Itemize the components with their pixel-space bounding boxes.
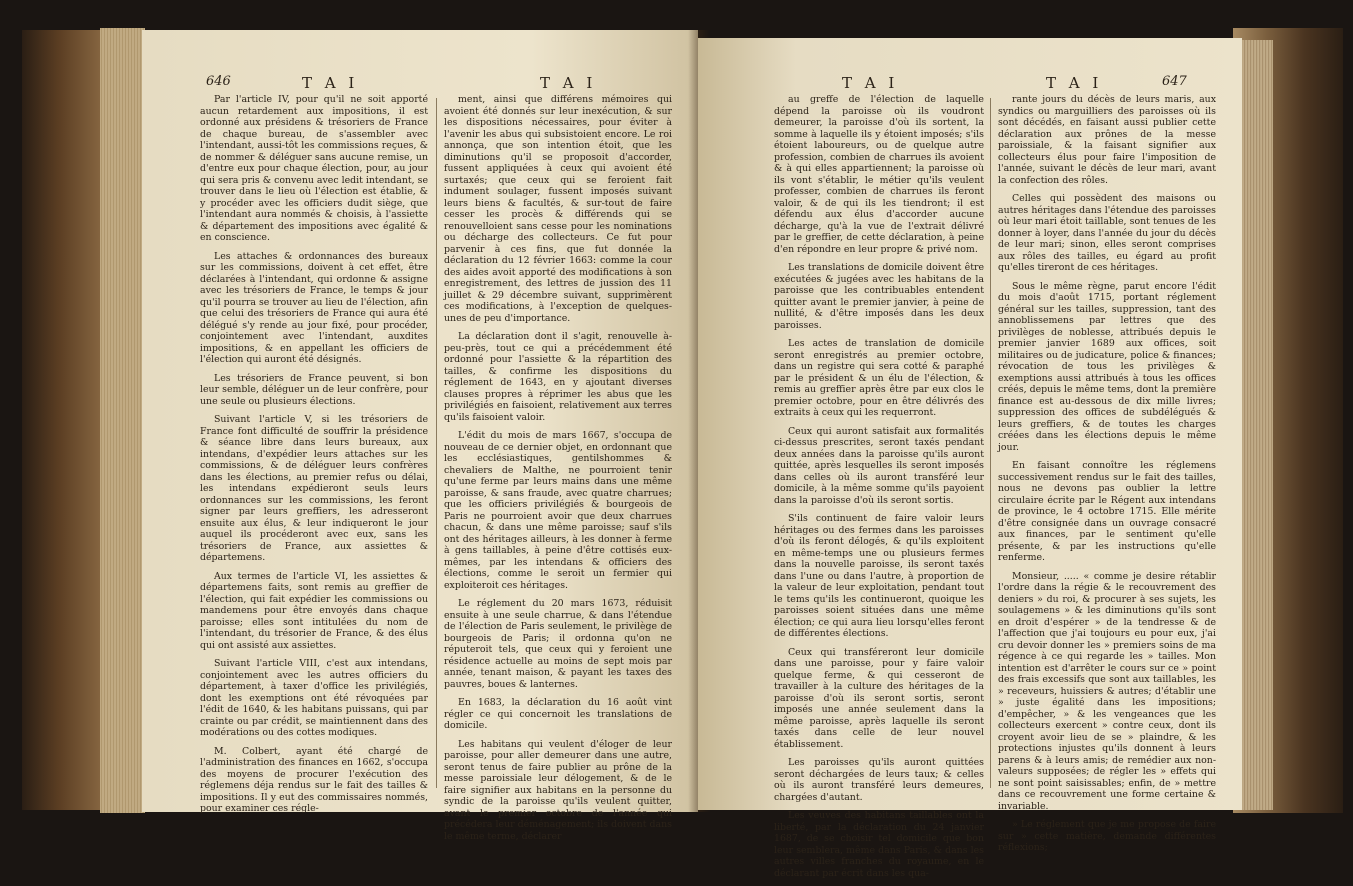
paragraph: Le réglement du 20 mars 1673, réduisit ensuite à une seule charrue, & dans l'étendue de l'élection de Paris seulement, le privilège de bourgeois de Paris; il ordonna qu'on ne réputeroit tels, que ceux qui y feroient une résidence actuelle au moins de sept mois par année, tenant maison, & payant les taxes des pauvres, boues & lanternes. bbox=[444, 598, 672, 690]
paragraph: Les habitans qui veulent d'éloger de leur paroisse, pour aller demeurer dans une autre, seront tenus de faire publier au prône de la messe paroissiale leur délogement, & de le faire signifier aux habitans en la personne du syndic de la paroisse qu'ils veulent quitter, avant le premier octobre de l'année qui précédera leur déménagement; ils doivent dans le même terme, déclarer bbox=[444, 738, 672, 842]
right-page-header bbox=[698, 74, 1242, 94]
paragraph: L'édit du mois de mars 1667, s'occupa de nouveau de ce dernier objet, en ordonnant que les ecclésiastiques, gentilshommes & chevaliers de Malthe, ne pourroient tenir qu'une ferme par leurs mains dans une même paroisse, & sans fraude, avec quatre charrues; que les officiers privilégiés & bourgeois de Paris ne pourroient avoir que deux charrues chacun, & dans une même paroisse; sauf s'ils ont des héritages ailleurs, à les donner à ferme à gens taillables, à peine d'être cottisés eux-mêmes, par les intendans & officiers des élections, comme le seroit un fermier qui exploiteroit ces héritages. bbox=[444, 430, 672, 591]
right-page-column-1 bbox=[774, 94, 984, 886]
paragraph: M. Colbert, ayant été chargé de l'administration des finances en 1662, s'occupa des moyens de procurer l'exécution des réglemens déja rendus sur le fait des tailles & impositions. Il y eut des commissaires nommés, pour examiner ces régle- bbox=[200, 745, 428, 814]
paragraph: En 1683, la déclaration du 16 août vint régler ce qui concernoit les translations de domicile. bbox=[444, 697, 672, 731]
paragraph: Ceux qui transféreront leur domicile dans une paroisse, pour y faire valoir quelque ferme, & qui cesseront de travailler à la culture des héritages de la paroisse d'où ils seront sortis, seront imposés une année seulement dans la même paroisse, après laquelle ils seront taxés dans celle de leur nouvel établissement. bbox=[774, 646, 984, 750]
paragraph: Par l'article IV, pour qu'il ne soit apporté aucun retardement aux impositions, il est ordonné aux présidens & trésoriers de France de chaque bureau, de s'assembler avec l'intendant, aussi-tôt les commissions reçues, & de nommer & déléguer sans aucune remise, un d'entre eux pour chaque élection, pour, au jour qui sera pris & convenu avec ledit intendant, se trouver dans le lieu où l'élection est établie, & y procéder avec les officiers dudit siège, que l'intendant aura nommés & choisis, à l'assiette & département des impositions avec égalité & en conscience. bbox=[200, 94, 428, 243]
paragraph: Suivant l'article VIII, c'est aux intendans, conjointement avec les autres officiers du département, à taxer d'office les privilégiés, dont les exemptions ont été révoquées par l'édit de 1640, & les habitans puissans, qui par crainte ou par crédit, se maintiennent dans des modérations ou des cottes modiques. bbox=[200, 658, 428, 738]
left-page-edges bbox=[100, 28, 145, 813]
running-head: T A I bbox=[540, 74, 597, 92]
right-page-column-2 bbox=[998, 94, 1216, 861]
paragraph: Suivant l'article V, si les trésoriers de France font difficulté de souffrir la présidence & séance libre dans leurs bureaux, aux intendans, d'expédier leurs attaches sur les commissions, & de déléguer leurs confrères dans les élections, au premier refus ou délai, les intendans expédieront seuls leurs ordonnances sur les commissions, les feront signer par leurs greffiers, les adresseront ensuite aux élus, & leur indiqueront le jour auquel ils procéderont avec eux, sans les trésoriers de France, aux assiettes & départemens. bbox=[200, 414, 428, 563]
right-page bbox=[698, 38, 1242, 879]
paragraph: ment, ainsi que différens mémoires qui avoient été donnés sur leur inexécution, & sur les dispositions nécessaires, pour éviter à l'avenir les abus qui subsistoient encore. Le roi annonça, que son intention étoit, que les diminutions qu'il se proposoit d'accorder, fussent appliquées à ceux qui avoient été surtaxés; que ceux qui se feroient fait indument soulager, fussent imposés suivant leurs biens & facultés, & sur-tout de faire cesser les procès & différends qui se renouvelloient sans cesse pour les nominations ou décharge des collecteurs. Ce fut pour parvenir à ces fins, que fut donnée la déclaration du 12 février 1663: comme la cour des aides avoit apporté des modifications à son enregistrement, des lettres de jussion des 11 juillet & 29 décembre suivant, supprimèrent ces modifications, à l'exception de quelques-unes de peu d'importance. bbox=[444, 94, 672, 324]
page-number: 647 bbox=[1162, 74, 1187, 89]
paragraph: Les veuves des habitans taillables ont la liberté, par la déclaration du 24 janvier 1687, de se choisir tel domicile que bon leur semblera, même dans Paris, & dans les autres villes franches du royaume, en le déclarant par écrit dans les qua- bbox=[774, 810, 984, 879]
left-page-column-2 bbox=[444, 94, 672, 849]
paragraph: Monsieur, ..... « comme je desire rétablir l'ordre dans la régie & le recouvrement des deniers » du roi, & procurer à ses sujets, les soulagemens » & les diminutions qu'ils sont en droit d'espérer » de la tendresse & de l'affection que j'ai toujours eu pour eux, j'ai cru devoir donner les » premiers soins de ma régence à ce qui regarde les » tailles. Mon intention est d'arrêter le cours sur ce » point des frais excessifs que sont aux taillables, les » receveurs, huissiers & autres; d'établir une » juste égalité dans les impositions; d'empêcher, » & les vengeances que les collecteurs exercent » contre ceux, dont ils croyent avoir lieu de se » plaindre, & les protections injustes qu'ils donnent à leurs parens & à leurs amis; de remédier aux non-valeurs supposées; de régler les » effets qui ne sont point saisissables; enfin, de » mettre dans ce recouvrement une forme certaine & invariable. bbox=[998, 570, 1216, 812]
column-rule bbox=[436, 98, 437, 788]
paragraph: En faisant connoître les réglemens successivement rendus sur le fait des tailles, nous ne devons pas oublier la lettre circulaire écrite par le Régent aux intendans de province, le 4 octobre 1715. Elle mérite d'être consignée dans un ouvrage consacré aux finances, par le sentiment qu'elle présente, & par les instructions qu'elle renferme. bbox=[998, 460, 1216, 563]
paragraph: » Le réglement que je me propose de faire sur » cette matière, demande différentes réflexions; bbox=[998, 819, 1216, 853]
running-head: T A I bbox=[302, 74, 359, 92]
right-page-edges bbox=[1237, 40, 1273, 810]
paragraph: La déclaration dont il s'agit, renouvelle à-peu-près, tout ce qui a précédemment été ordonné pour l'assiette & la répartition des tailles, & confirme les dispositions du réglement de 1643, en y ajoutant diverses clauses propres à réprimer les abus que les privilégiés en faisoient, relativement aux terres qu'ils faisoient valoir. bbox=[444, 331, 672, 423]
page-number: 646 bbox=[206, 74, 231, 89]
paragraph: Les actes de translation de domicile seront enregistrés au premier octobre, dans un registre qui sera cotté & paraphé par le président & un élu de l'élection, & remis au greffier après être par eux clos le premier octobre, pour en être délivrés des extraits à ceux qui les requerront. bbox=[774, 338, 984, 418]
paragraph: Ceux qui auront satisfait aux formalités ci-dessus prescrites, seront taxés pendant deux années dans la paroisse qu'ils auront quittée, après lesquelles ils seront imposés dans celles où ils auront transféré leur domicile, à la même somme qu'ils payoient dans la paroisse d'où ils seront sortis. bbox=[774, 425, 984, 506]
left-page-column-1 bbox=[200, 94, 428, 822]
column-rule bbox=[990, 98, 991, 788]
left-page-header bbox=[142, 74, 698, 94]
running-head: T A I bbox=[842, 74, 899, 92]
paragraph: Aux termes de l'article VI, les assiettes & départemens faits, sont remis au greffier de l'élection, qui fait expédier les commissions ou mandemens pour être envoyés dans chaque paroisse; elles sont intitulées du nom de l'intendant, du trésorier de France, & des élus qui ont assisté aux assiettes. bbox=[200, 570, 428, 651]
left-page bbox=[142, 30, 698, 842]
paragraph: Sous le même règne, parut encore l'édit du mois d'août 1715, portant réglement général sur les tailles, suppression, tant des annoblissemens par lettres que des privilèges de noblesse, attribués depuis le premier janvier 1689 aux offices, soit militaires ou de judicature, police & finances; révocation de tous les privilèges & exemptions aussi attribués à tous les offices créés, depuis le même tems, dont la première finance est au-dessous de dix mille livres; suppression des offices de subdélégués & leurs greffiers, & de toutes les charges créées dans les élections depuis le même jour. bbox=[998, 280, 1216, 453]
paragraph: S'ils continuent de faire valoir leurs héritages ou des fermes dans les paroisses d'où ils feront délogés, & qu'ils exploitent en même-temps une ou plusieurs fermes dans la nouvelle paroisse, ils seront taxés dans l'une ou dans l'autre, à proportion de la valeur de leur exploitation, pendant tout le tems qu'ils les continueront, quoique les paroisses soient situées dans une même élection; ce qui aura lieu lorsqu'elles feront de différentes élections. bbox=[774, 513, 984, 639]
running-head: T A I bbox=[1046, 74, 1103, 92]
paragraph: Les paroisses qu'ils auront quittées seront déchargées de leurs taux; & celles où ils auront transféré leurs demeures, chargées d'autant. bbox=[774, 757, 984, 803]
paragraph: au greffe de l'élection de laquelle dépend la paroisse où ils voudront demeurer, la paroisse d'où ils sortent, la somme à laquelle ils y étoient imposés; s'ils étoient laboureurs, ou de quelque autre profession, combien de charrues ils avoient & à qui elles appartiennent; la paroisse où ils vont s'établir, le métier qu'ils veulent professer, combien de charrues ils feront valoir, & de qui ils les tiendront; il est défendu aux élus d'accorder aucune décharge, qu'à la vue de l'extrait délivré par le greffier, de cette déclaration, à peine d'en répondre en leur propre & privé nom. bbox=[774, 94, 984, 255]
paragraph: Les trésoriers de France peuvent, si bon leur semble, déléguer un de leur confrère, pour une seule ou plusieurs élections. bbox=[200, 372, 428, 407]
paragraph: rante jours du décès de leurs maris, aux syndics ou marguilliers des paroisses où ils sont décédés, en faisant aussi publier cette déclaration aux prônes de la messe paroissiale, & la faisant signifier aux collecteurs élus pour faire l'imposition de l'année, suivant le décès de leur mari, avant la confection des rôles. bbox=[998, 94, 1216, 186]
paragraph: Les attaches & ordonnances des bureaux sur les commissions, doivent à cet effet, être déclarées à l'intendant, qui ordonne & assigne avec les trésoriers de France, le temps & jour qu'il pourra se trouver au lieu de l'élection, afin que celui des trésoriers de France qui aura été délégué s'y rende au jour fixé, pour procéder, conjointement avec l'intendant, auxdites impositions, & en appellant les officiers de l'élection qui auront été désignés. bbox=[200, 250, 428, 365]
paragraph: Celles qui possèdent des maisons ou autres héritages dans l'étendue des paroisses où leur mari étoit taillable, sont tenues de les donner à loyer, dans l'année du jour du décès de leur mari; sinon, elles seront comprises aux rôles des tailles, eu égard au profit qu'elles tireront de ces héritages. bbox=[998, 193, 1216, 273]
paragraph: Les translations de domicile doivent être exécutées & jugées avec les habitans de la paroisse que les contribuables entendent quitter avant le premier janvier, à peine de nullité, & d'être imposés dans les deux paroisses. bbox=[774, 262, 984, 331]
